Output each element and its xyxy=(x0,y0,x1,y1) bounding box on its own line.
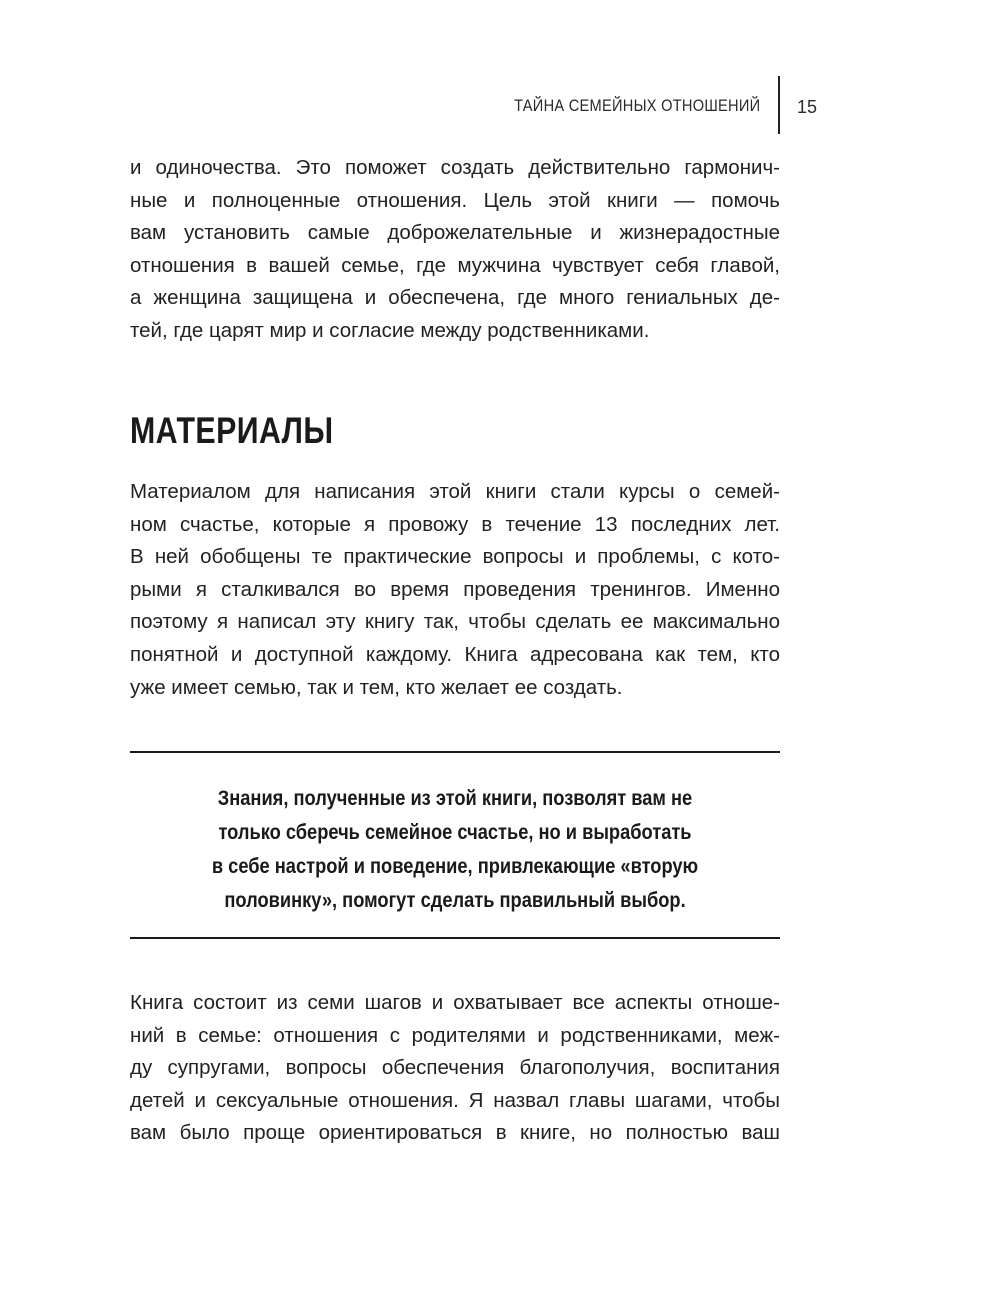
text-line: детей и сексуальные отношения. Я назвал главы шагами, чтобы xyxy=(130,1088,780,1112)
header-divider xyxy=(778,76,780,134)
pull-quote xyxy=(130,782,780,918)
intro-paragraph xyxy=(130,152,780,348)
closing-paragraph xyxy=(130,987,780,1150)
section-heading: МАТЕРИАЛЫ xyxy=(130,410,334,451)
text-line: а женщина защищена и обеспечена, где много гениальных де- xyxy=(130,286,780,310)
page-number: 15 xyxy=(797,97,818,117)
running-title: ТАЙНА СЕМЕЙНЫХ ОТНОШЕНИЙ xyxy=(513,96,760,115)
text-line: В ней обобщены те практические вопросы и проблемы, с кото- xyxy=(130,545,780,569)
quote-line: только сберечь семейное счастье, но и выработать xyxy=(218,821,692,844)
text-line: ном счастье, которые я провожу в течение 13 последних лет. xyxy=(130,512,780,536)
text-line: рыми я сталкивался во время проведения тренингов. Именно xyxy=(130,577,780,601)
text-line: поэтому я написал эту книгу так, чтобы сделать ее максимально xyxy=(130,610,780,634)
quote-line: в себе настрой и поведение, привлекающие «вторую xyxy=(211,855,699,878)
quote-line: половинку», помогут сделать правильный выбор. xyxy=(224,889,686,912)
text-line: уже имеет семью, так и тем, кто желает ее создать. xyxy=(130,675,623,699)
callout-top-rule xyxy=(130,751,780,753)
quote-line: Знания, полученные из этой книги, позволят вам не xyxy=(217,787,693,810)
text-line: Материалом для написания этой книги стали курсы о семей- xyxy=(130,480,780,503)
text-line: вам установить самые доброжелательные и жизнерадостные xyxy=(130,221,780,245)
text-line: отношения в вашей семье, где мужчина чувствует себя главой, xyxy=(130,253,780,277)
text-line: понятной и доступной каждому. Книга адресована как тем, кто xyxy=(130,642,780,666)
text-line: вам было проще ориентироваться в книге, но полностью ваш xyxy=(130,1121,780,1145)
materials-paragraph xyxy=(130,476,780,704)
text-line: тей, где царят мир и согласие между родственниками. xyxy=(130,318,650,342)
text-line: Книга состоит из семи шагов и охватывает все аспекты отноше- xyxy=(130,991,780,1014)
text-line: ний в семье: отношения с родителями и родственниками, меж- xyxy=(130,1023,780,1047)
callout-bottom-rule xyxy=(130,937,780,939)
text-line: ду супругами, вопросы обеспечения благополучия, воспитания xyxy=(130,1056,780,1080)
text-line: и одиночества. Это поможет создать действительно гармонич- xyxy=(130,156,780,179)
text-line: ные и полноценные отношения. Цель этой книги — помочь xyxy=(130,188,780,212)
